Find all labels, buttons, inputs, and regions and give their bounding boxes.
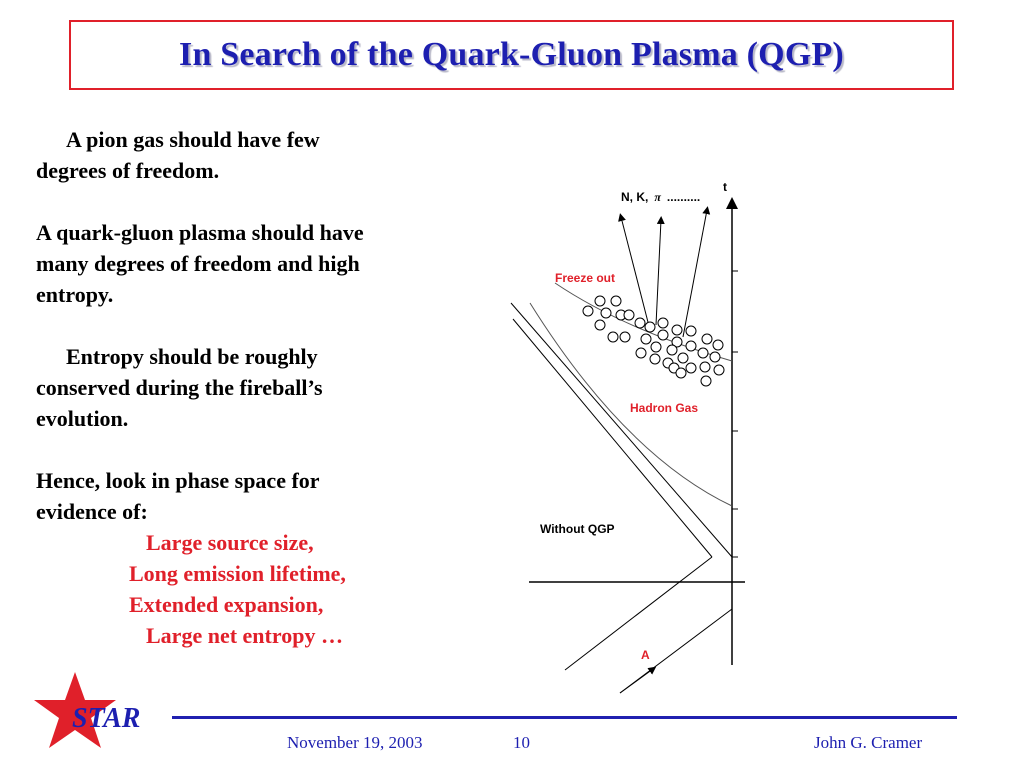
- evidence-item-1: Large source size,: [146, 530, 314, 555]
- evidence-item-4: Large net entropy …: [146, 623, 343, 648]
- slide-title: In Search of the Quark-Gluon Plasma (QGP): [179, 36, 844, 73]
- para2-line2: many degrees of freedom and high: [36, 251, 360, 276]
- star-logo-text: STAR: [72, 703, 141, 734]
- para1-line1: [36, 124, 476, 155]
- particle-arrow-3: [683, 210, 707, 337]
- footer-author: John G. Cramer: [814, 733, 923, 752]
- para2-line1: A quark-gluon plasma should have: [36, 220, 364, 245]
- footer-page-number: 10: [513, 733, 530, 752]
- para4-line1: Hence, look in phase space for: [36, 468, 320, 493]
- hadron-gas-label: Hadron Gas: [630, 401, 699, 415]
- para1-line1-text: A pion gas should have few: [66, 127, 320, 152]
- para3-line3: evolution.: [36, 406, 129, 431]
- axis-ticks: [732, 271, 738, 557]
- spacetime-diagram: [505, 125, 845, 700]
- para4-line2: evidence of:: [36, 499, 148, 524]
- para2-line3: entropy.: [36, 282, 114, 307]
- particle-arrow-2: [656, 220, 661, 325]
- para3-line1-text: Entropy should be roughly: [66, 344, 318, 369]
- evidence-item-3: Extended expansion,: [129, 592, 324, 617]
- freeze-out-label: Freeze out: [555, 271, 616, 285]
- para3-line1: [36, 341, 476, 372]
- para1-line2: degrees of freedom.: [36, 158, 220, 183]
- particle-circles: [583, 296, 724, 386]
- evidence-item-2: Long emission lifetime,: [129, 561, 346, 586]
- pi-symbol: π: [654, 190, 661, 204]
- title-box: [69, 20, 954, 90]
- para3-line2: conserved during the fireball’s: [36, 375, 323, 400]
- particles-label: [621, 190, 700, 204]
- particles-dots: ..........: [666, 190, 701, 204]
- body-text: [36, 124, 476, 651]
- lower-diagonal-1: [565, 557, 712, 670]
- arrow-a: [620, 669, 653, 693]
- particles-label-text: N, K,: [621, 190, 649, 204]
- without-qgp-label: Without QGP: [540, 522, 615, 536]
- a-label: A: [641, 648, 650, 662]
- t-axis-label: t: [723, 180, 727, 194]
- footer-divider: [172, 716, 957, 719]
- footer-date: November 19, 2003: [287, 733, 423, 752]
